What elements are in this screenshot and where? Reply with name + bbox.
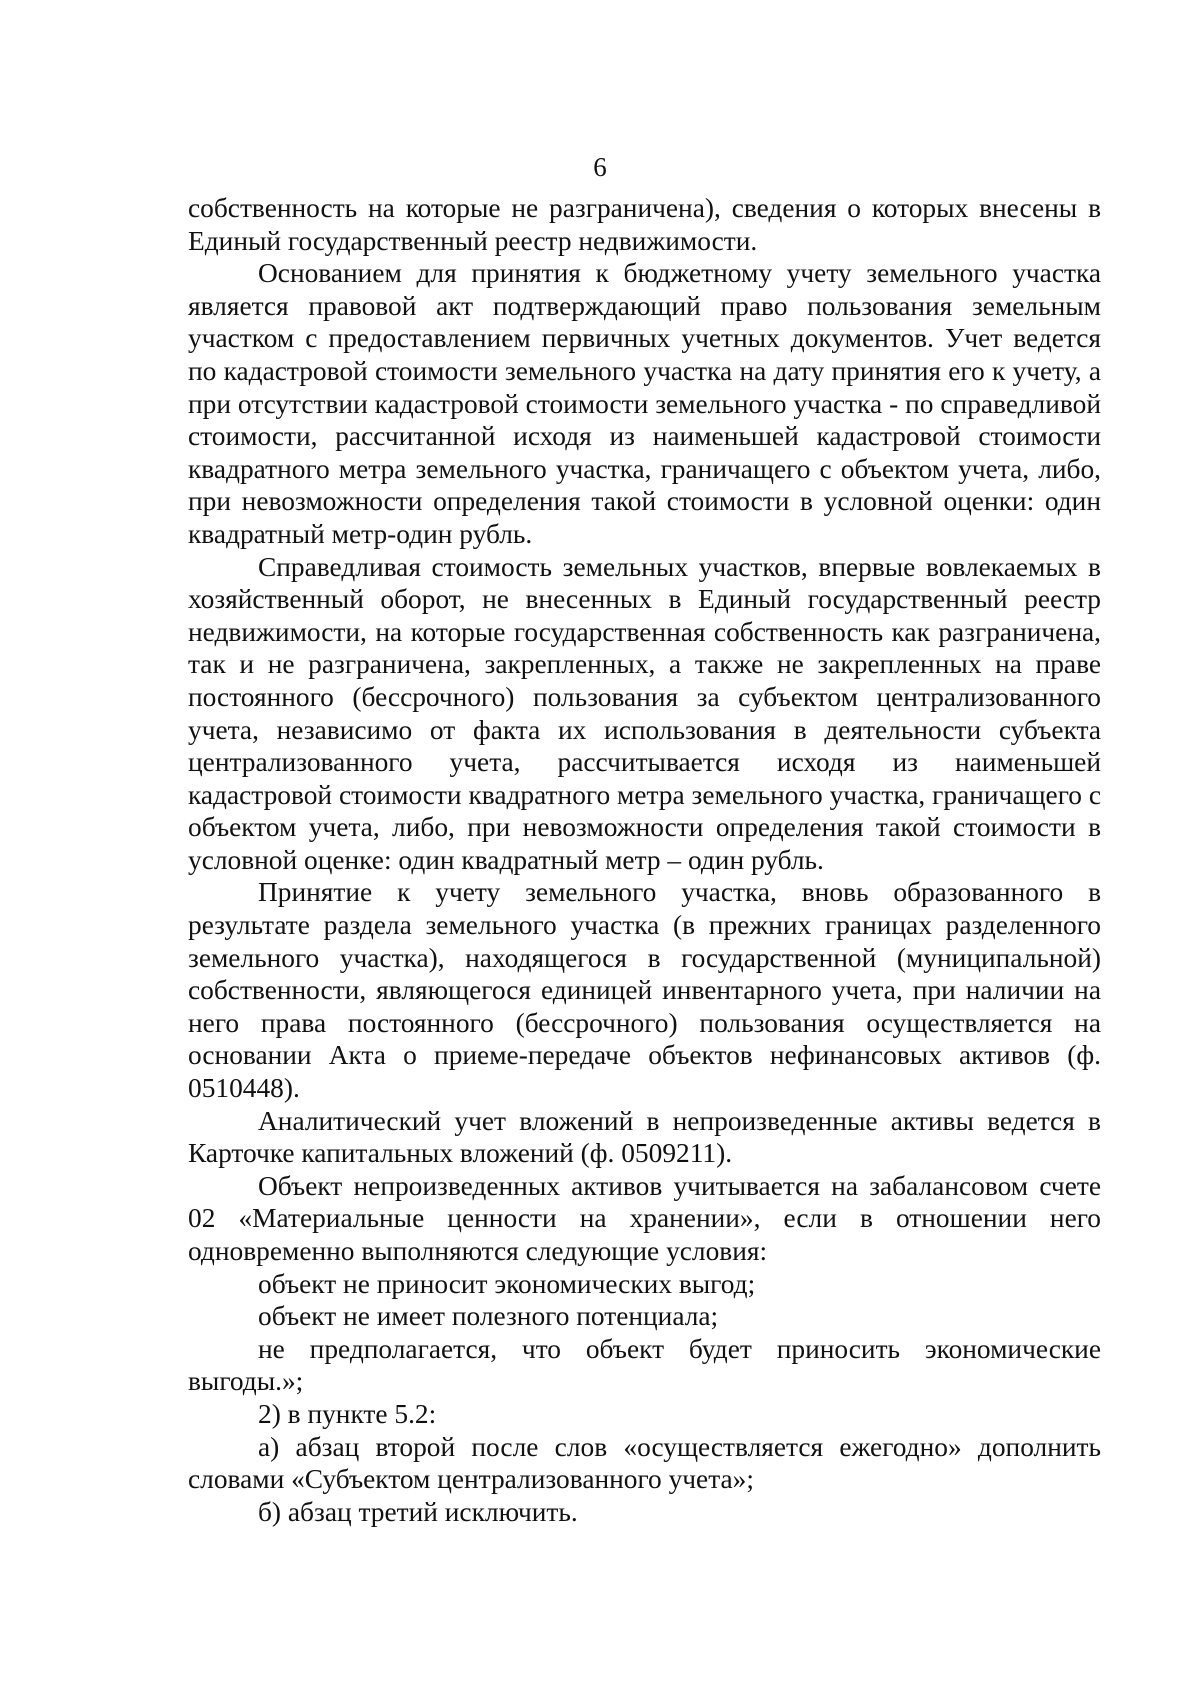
paragraph-fair-value-land-plots: Справедливая стоимость земельных участков, впервые вовлекаемых в хозяйственный оборот, не внесенных в Единый государственный реестр недвижимости, на которые государственная собственность как разграничена, так и не разграничена, закрепленных, а также не закрепленных на праве постоянного (бессрочного) пользования за субъектом централизованного учета, независимо от факта их использования в деятельности субъекта централизованного учета, рассчитывается исходя из наименьшей кадастровой стоимости квадратного метра земельного участка, граничащего с объектом учета, либо, при невозможности определения такой стоимости в условной оценке: один квадратный метр – один рубль. [188, 551, 1101, 875]
list-item-condition-2: объект не имеет полезного потенциала; [258, 1301, 719, 1332]
page-number: 6 [593, 152, 607, 182]
paragraph-continuation: собственность на которые не разграничена), сведения о которых внесены в Единый государственный реестр недвижимости. [188, 193, 1101, 256]
list-item-condition-1: объект не приносит экономических выгод; [258, 1268, 756, 1299]
clause-subitem-b: б) абзац третий исключить. [258, 1496, 578, 1527]
paragraph-analytical-accounting: Аналитический учет вложений в непроизведенные активы ведется в Карточке капитальных вложений (ф. 0509211). [188, 1105, 1101, 1169]
clause-subitem-a: а) абзац второй после слов «осуществляется ежегодно» дополнить словами «Субъектом централизованного учета»; [188, 1431, 1101, 1495]
clause-item-2: 2) в пункте 5.2: [258, 1398, 437, 1429]
paragraph-off-balance-account: Объект непроизведенных активов учитывается на забалансовом счете 02 «Материальные ценности на хранении», если в отношении него одновременно выполняются следующие условия: [188, 1170, 1101, 1266]
paragraph-land-plot-accounting-basis: Основанием для принятия к бюджетному учету земельного участка является правовой акт подтверждающий право пользования земельным участком с предоставлением первичных учетных документов. Учет ведется по кадастровой стоимости земельного участка на дату принятия его к учету, а при отсутствии кадастровой стоимости земельного участка - по справедливой стоимости, рассчитанной исходя из наименьшей кадастровой стоимости квадратного метра земельного участка, граничащего с объектом учета, либо, при невозможности определения такой стоимости в условной оценки: один квадратный метр-один рубль. [188, 258, 1101, 549]
paragraph-new-land-plot-acceptance: Принятие к учету земельного участка, вновь образованного в результате раздела земельного участка (в прежних границах разделенного земельного участка), находящегося в государственной (муниципальной) собственности, являющегося единицей инвентарного учета, при наличии на него права постоянного (бессрочного) пользования осуществляется на основании Акта о приеме-передаче объектов нефинансовых активов (ф. 0510448). [188, 877, 1101, 1104]
list-item-condition-3: не предполагается, что объект будет приносить экономические выгоды.»; [188, 1333, 1101, 1397]
document-body [188, 192, 1101, 1528]
